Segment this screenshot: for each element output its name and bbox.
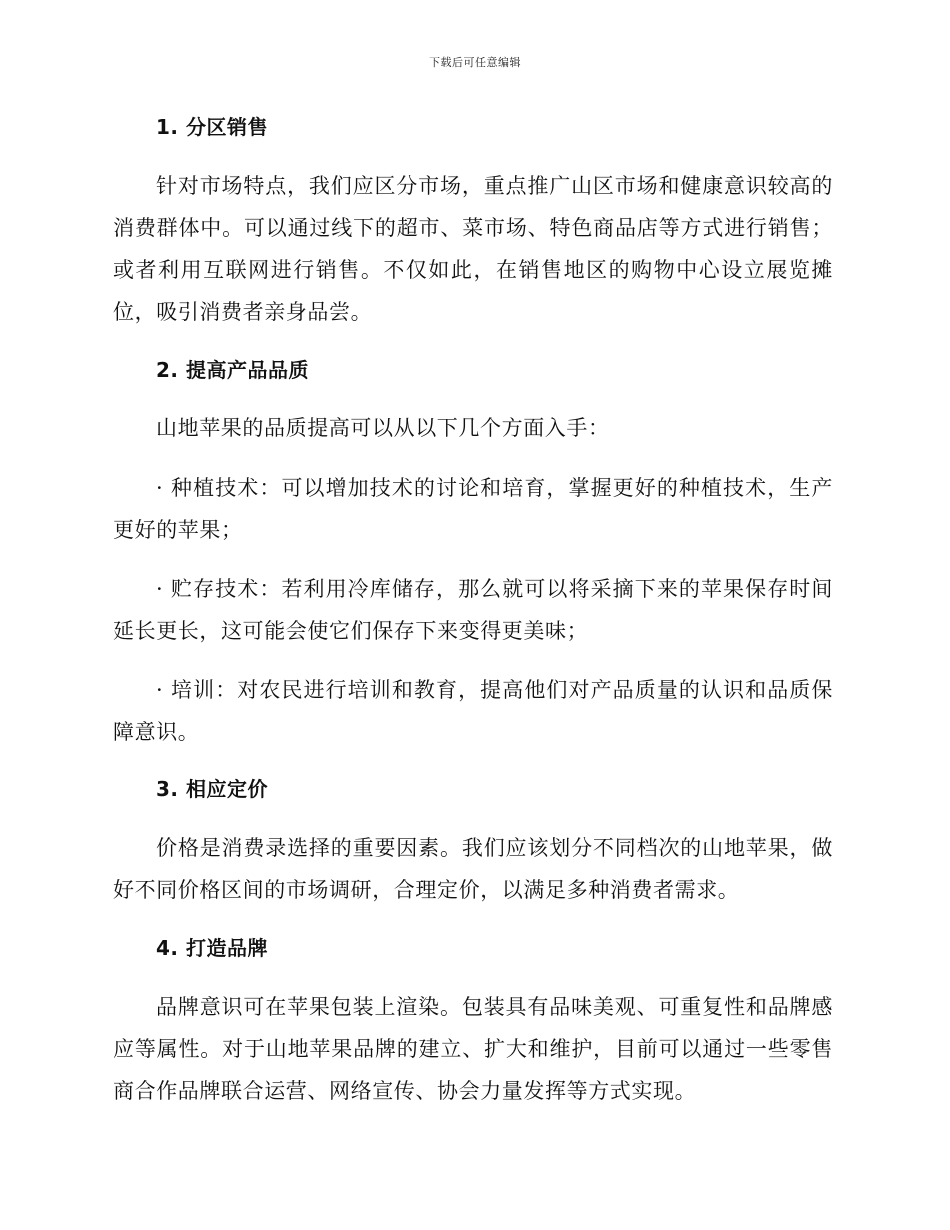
section-heading-1: 1. 分区销售 (156, 115, 268, 139)
document-body (113, 106, 833, 1112)
section-1-paragraph: 针对市场特点，我们应区分市场，重点推广山区市场和健康意识较高的消费群体中。可以通过线下的超市、菜市场、特色商品店等方式进行销售；或者利用互联网进行销售。不仅如此，在销售地区的购物中心设立展览摊位，吸引消费者亲身品尝。 (113, 174, 833, 324)
bullet-storage-technology: · 贮存技术：若利用冷库储存，那么就可以将采摘下来的苹果保存时间延长更长，这可能会使它们保存下来变得更美味； (113, 577, 833, 643)
section-2-intro: 山地苹果的品质提高可以从以下几个方面入手： (156, 416, 610, 440)
section-4-paragraph: 品牌意识可在苹果包装上渲染。包装具有品味美观、可重复性和品牌感应等属性。对于山地苹果品牌的建立、扩大和维护，目前可以通过一些零售商合作品牌联合运营、网络宣传、协会力量发挥等方式实现。 (113, 995, 833, 1103)
section-heading-2: 2. 提高产品品质 (156, 358, 309, 382)
bullet-training: · 培训：对农民进行培训和教育，提高他们对产品质量的认识和品质保障意识。 (113, 678, 833, 744)
section-heading-4: 4. 打造品牌 (156, 936, 268, 960)
section-3-paragraph: 价格是消费录选择的重要因素。我们应该划分不同档次的山地苹果，做好不同价格区间的市场调研，合理定价，以满足多种消费者需求。 (113, 836, 833, 902)
section-heading-3: 3. 相应定价 (156, 777, 268, 801)
bullet-planting-technology: · 种植技术：可以增加技术的讨论和培育，掌握更好的种植技术，生产更好的苹果； (113, 476, 833, 542)
page-header: 下载后可任意编辑 (429, 56, 521, 69)
